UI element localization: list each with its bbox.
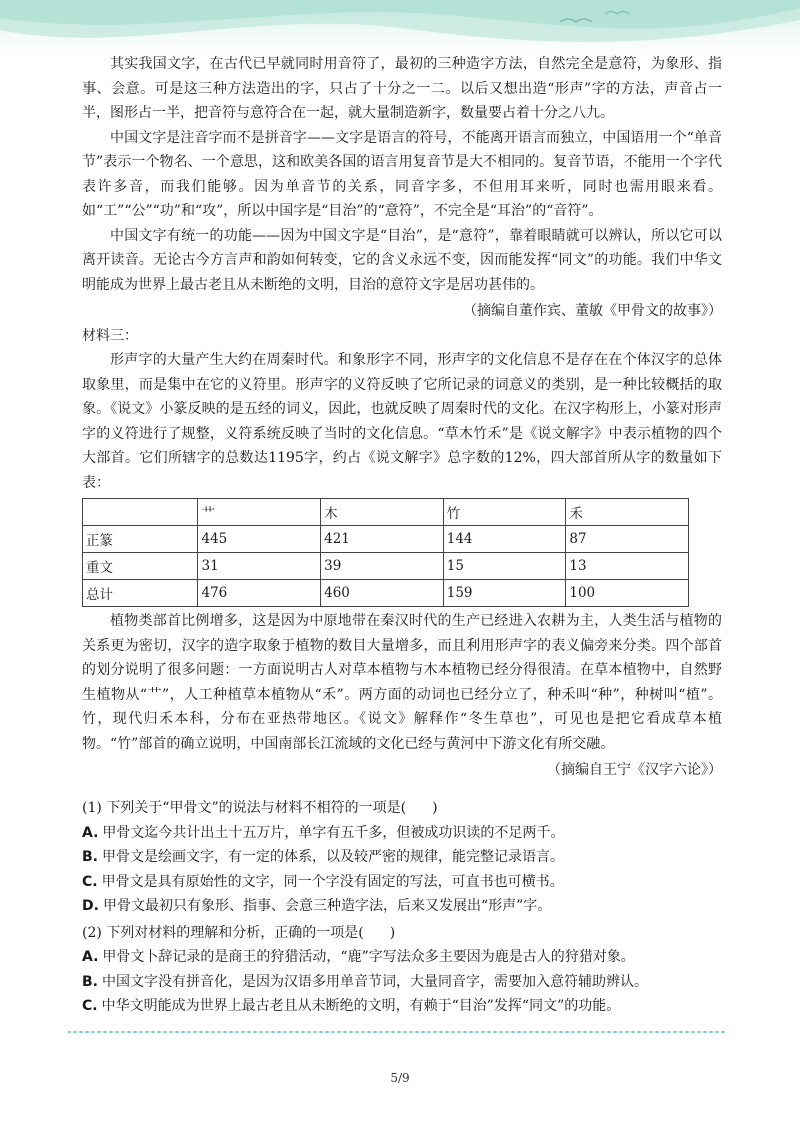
option [82,821,722,846]
option-letter: A. [82,949,99,965]
table-cell: 100 [566,580,689,607]
option-text: 甲骨文是绘画文字，有一定的体系，以及较严密的规律，能完整记录语言。 [102,849,564,865]
option [82,994,722,1019]
table-cell: 禾 [566,499,689,526]
question-1-title [82,796,722,821]
paragraph: 形声字的大量产生大约在周秦时代。和象形字不同，形声字的文化信息不是存在在个体汉字的总体取象里，而是集中在它的义符里。形声字的义符反映了它所记录的词意义的类别，是一种比较概括的取象。《说文》小篆反映的是五经的词义，因此，也就反映了周秦时代的文化。在汉字构形上，小篆对形声字的义符进行了规整，义符系统反映了当时的文化信息。“草木竹禾”是《说文解字》中表示植物的四个大部首。它们所辖字的总数达1195字，约占《说文解字》总字数的12%，四大部首所从字的数量如下表： [82,352,722,491]
footer-dotted-rule [68,1030,728,1034]
option [82,894,722,919]
option-letter: C. [82,873,98,890]
option [82,845,722,870]
question-paren: ) [389,924,396,941]
paragraph: 中国文字有统一的功能——因为中国文字是“目治”，是“意符”，靠着眼睛就可以辨认，所以它可以离开读音。无论古今方言声和韵如何转变，它的含义永远不变，因而能发挥“同文”的功能。我们中华文明能成为世界上最古老且从未断绝的文明，目治的意符文字是居功甚伟的。 [82,227,722,293]
table-cell: 159 [443,580,566,607]
option-text: 甲骨文最初只有象形、指事、会意三种造字法，后来又发展出“形声”字。 [102,898,552,914]
table-header-row [83,499,689,526]
page-number: 5/9 [390,1071,410,1085]
page-content [82,52,722,1019]
option [82,945,722,970]
table-cell: 15 [443,553,566,580]
table-cell: 总计 [83,580,198,607]
table-cell: 460 [321,580,444,607]
option-letter: D. [82,898,99,914]
option [82,970,722,995]
question-paren: ) [432,800,438,816]
question-text: (2) 下列对材料的理解和分析，正确的一项是( [82,924,364,941]
table-cell: 正篆 [83,526,198,553]
table-cell: 艹 [198,499,321,526]
material-label: 材料三： [82,328,138,344]
paragraph: 其实我国文字，在古代已早就同时用音符了，最初的三种造字方法，自然完全是意符，为象形、指事、会意。可是这三种方法造出的字，只占了十分之一二。以后又想出造“形声”字的方法，声音占一半，图形占一半，把音符与意符合在一起，就大量制造新字，数量要占着十分之八九。 [82,56,722,121]
radical-count-table [82,498,689,607]
option-text: 中华文明能成为世界上最古老且从未断绝的文明，有赖于“目治”发挥“同文”的功能。 [101,998,621,1014]
table-row [83,580,689,607]
paragraph: 中国文字是注音字而不是拼音字——文字是语言的符号，不能离开语言而独立，中国语用一个“单音节”表示一个物名、一个意思，这和欧美各国的语言用复音节是大不相同的。复音节语，不能用一个字代表许多音，而我们能够。因为单音节的关系，同音字多，不但用耳来听，同时也需用眼来看。如“工”“公”“功”和“攻”，所以中国字是“目治”的“意符”，不完全是“耳治”的“音符”。 [82,129,722,219]
option-text: 甲骨文是具有原始性的文字，同一个字没有固定的写法，可直书也可横书。 [101,873,564,890]
table-cell: 13 [566,553,689,580]
table-cell: 144 [443,526,566,553]
question-2-title [82,921,722,946]
table-cell: 31 [198,553,321,580]
option-text: 中国文字没有拼音化，是因为汉语多用单音节词，大量同音字，需要加入意符辅助辨认。 [102,973,648,990]
source-citation: （摘编自王宁《汉字六论》） [547,762,722,778]
table-cell: 重文 [83,553,198,580]
table-cell [83,499,198,526]
option-text: 甲骨文迄今共计出土十五万片，单字有五千多，但被成功识读的不足两千。 [102,824,565,841]
table-cell: 87 [566,526,689,553]
table-cell: 39 [321,553,444,580]
option-letter: B. [82,973,98,990]
table-cell: 476 [198,580,321,607]
table-row [83,553,689,580]
option-text: 甲骨文卜辞记录的是商王的狩猎活动，“鹿”字写法众多主要因为鹿是古人的狩猎对象。 [102,949,635,965]
paragraph: 植物类部首比例增多，这是因为中原地带在秦汉时代的生产已经进入农耕为主，人类生活与植物的关系更为密切，汉字的造字取象于植物的数目大量增多，而且利用形声字的表义偏旁来分类。四个部首的划分说明了很多问题：一方面说明古人对草本植物与木本植物已经分得很清。在草本植物中，自然野生植物从“艹”，人工种植草本植物从“禾”。两方面的动词也已经分立了，种禾叫“种”，种树叫“植”。竹，现代归禾本科，分布在亚热带地区。《说文》解释作“冬生草也”，可见也是把它看成草本植物。“竹”部首的确立说明，中国南部长江流域的文化已经与黄河中下游文化有所交融。 [82,613,722,752]
option [82,870,722,895]
table-cell: 竹 [443,499,566,526]
table-cell: 445 [198,526,321,553]
source-citation: （摘编自董作宾、董敏《甲骨文的故事》） [463,303,722,319]
table-row [83,526,689,553]
table-cell: 木 [321,499,444,526]
option-letter: C. [82,998,98,1014]
option-letter: A. [82,824,99,841]
table-cell: 421 [321,526,444,553]
question-text: (1) 下列关于“甲骨文”的说法与材料不相符的一项是( [82,800,407,816]
option-letter: B. [82,849,98,865]
